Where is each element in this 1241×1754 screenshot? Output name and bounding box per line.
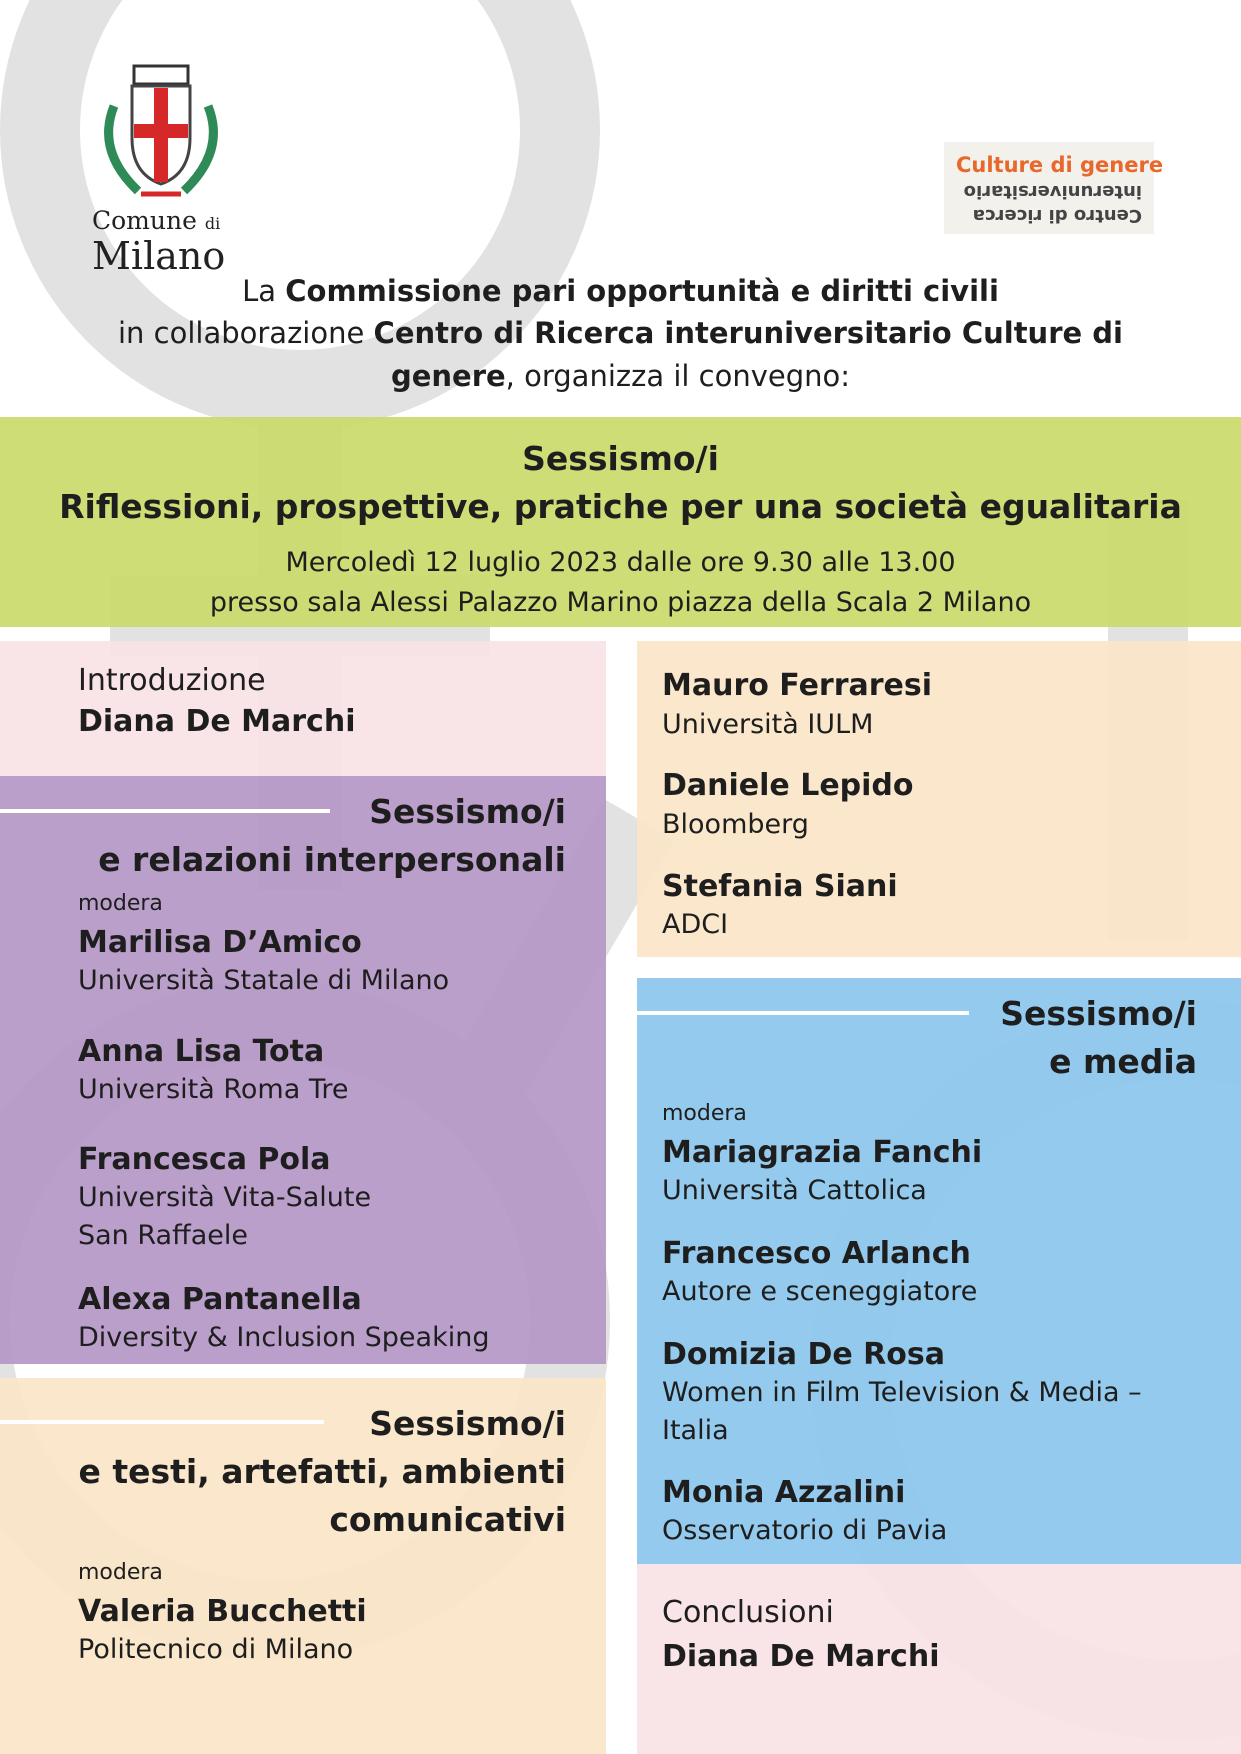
intro-collaborazione: in collaborazione xyxy=(118,316,374,350)
culture-interuniversitario-text: interuniversitario xyxy=(963,181,1142,202)
session3-title-2: e media xyxy=(1049,1042,1197,1081)
session1-modera: modera xyxy=(78,891,163,916)
intro-genere: genere xyxy=(390,359,506,393)
session2-rule xyxy=(0,1420,324,1424)
intro-organizza: , organizza il convegno: xyxy=(505,359,851,393)
session3-speaker-2-name: Francesco Arlanch xyxy=(662,1236,971,1271)
session2-modera: modera xyxy=(78,1560,163,1585)
speaker-lepido-name: Daniele Lepido xyxy=(662,768,914,803)
intro-commissione: Commissione pari opportunità e diritti civili xyxy=(285,274,999,308)
session2-title-3: comunicativi xyxy=(329,1500,566,1539)
comune-text: Comune xyxy=(92,206,197,235)
session3-modera: modera xyxy=(662,1101,747,1126)
comune-di-text: di xyxy=(204,214,221,233)
intro-line-1 xyxy=(0,270,1241,313)
intro-line-3 xyxy=(0,355,1241,398)
speaker-ferraresi-aff: Università IULM xyxy=(662,709,874,740)
session1-speaker-3-aff-2: San Raffaele xyxy=(78,1220,248,1251)
introduzione-label: Introduzione xyxy=(78,663,266,698)
session3-rule xyxy=(637,1011,969,1015)
session1-rule xyxy=(0,809,330,813)
session1-speaker-1-name: Marilisa D’Amico xyxy=(78,925,362,960)
session2-title-1: Sessismo/i xyxy=(369,1404,566,1443)
culture-di-genere-title: Culture di genere xyxy=(956,153,1164,177)
session3-speaker-3-aff-1: Women in Film Television & Media – xyxy=(662,1377,1142,1408)
session1-speaker-1-aff: Università Statale di Milano xyxy=(78,965,450,996)
culture-di-genere-logo xyxy=(944,142,1164,234)
session1-speaker-2-aff: Università Roma Tre xyxy=(78,1074,349,1105)
event-title: Sessismo/i xyxy=(522,439,719,478)
speaker-siani-aff: ADCI xyxy=(662,909,729,940)
conclusioni-label: Conclusioni xyxy=(662,1595,834,1630)
speaker-siani-name: Stefania Siani xyxy=(662,869,898,904)
session3-speaker-3-aff-2: Italia xyxy=(662,1415,729,1446)
culture-centro-text: Centro di ricerca xyxy=(972,205,1142,226)
comune-di-milano-logo xyxy=(86,56,236,276)
session3-title-1: Sessismo/i xyxy=(1000,994,1197,1033)
session1-title-2: e relazioni interpersonali xyxy=(98,840,566,879)
introduzione-speaker: Diana De Marchi xyxy=(78,704,356,739)
session3-speaker-4-name: Monia Azzalini xyxy=(662,1475,906,1510)
event-venue: presso sala Alessi Palazzo Marino piazza della Scala 2 Milano xyxy=(209,587,1032,618)
session3-speaker-4-aff: Osservatorio di Pavia xyxy=(662,1515,948,1546)
session3-speaker-2-aff: Autore e sceneggiatore xyxy=(662,1276,978,1307)
event-date: Mercoledì 12 luglio 2023 dalle ore 9.30 alle 13.00 xyxy=(285,547,956,578)
speaker-ferraresi-name: Mauro Ferraresi xyxy=(662,668,933,703)
milano-coat-of-arms-icon xyxy=(86,56,236,206)
session1-title-1: Sessismo/i xyxy=(369,792,566,831)
session3-speaker-1-name: Mariagrazia Fanchi xyxy=(662,1135,983,1170)
session2-moderator-name: Valeria Bucchetti xyxy=(78,1594,367,1629)
session1-speaker-2-name: Anna Lisa Tota xyxy=(78,1034,325,1069)
intro-centro-ricerca: Centro di Ricerca interuniversitario Culture di xyxy=(373,316,1123,350)
event-subtitle: Riflessioni, prospettive, pratiche per una società egualitaria xyxy=(59,487,1182,526)
session2-title-2: e testi, artefatti, ambienti xyxy=(78,1452,566,1491)
speaker-lepido-aff: Bloomberg xyxy=(662,809,809,840)
intro-la: La xyxy=(242,274,286,308)
session3-speaker-1-aff: Università Cattolica xyxy=(662,1175,927,1206)
session2-moderator-aff: Politecnico di Milano xyxy=(78,1634,354,1665)
intro-line-2 xyxy=(0,312,1241,355)
conclusioni-speaker: Diana De Marchi xyxy=(662,1639,940,1674)
milano-text: Milano xyxy=(92,234,226,278)
session1-speaker-4-aff: Diversity & Inclusion Speaking xyxy=(78,1322,490,1353)
session1-speaker-3-aff-1: Università Vita-Salute xyxy=(78,1182,372,1213)
session1-speaker-3-name: Francesca Pola xyxy=(78,1142,331,1177)
session3-speaker-3-name: Domizia De Rosa xyxy=(662,1337,945,1372)
session1-speaker-4-name: Alexa Pantanella xyxy=(78,1282,362,1317)
